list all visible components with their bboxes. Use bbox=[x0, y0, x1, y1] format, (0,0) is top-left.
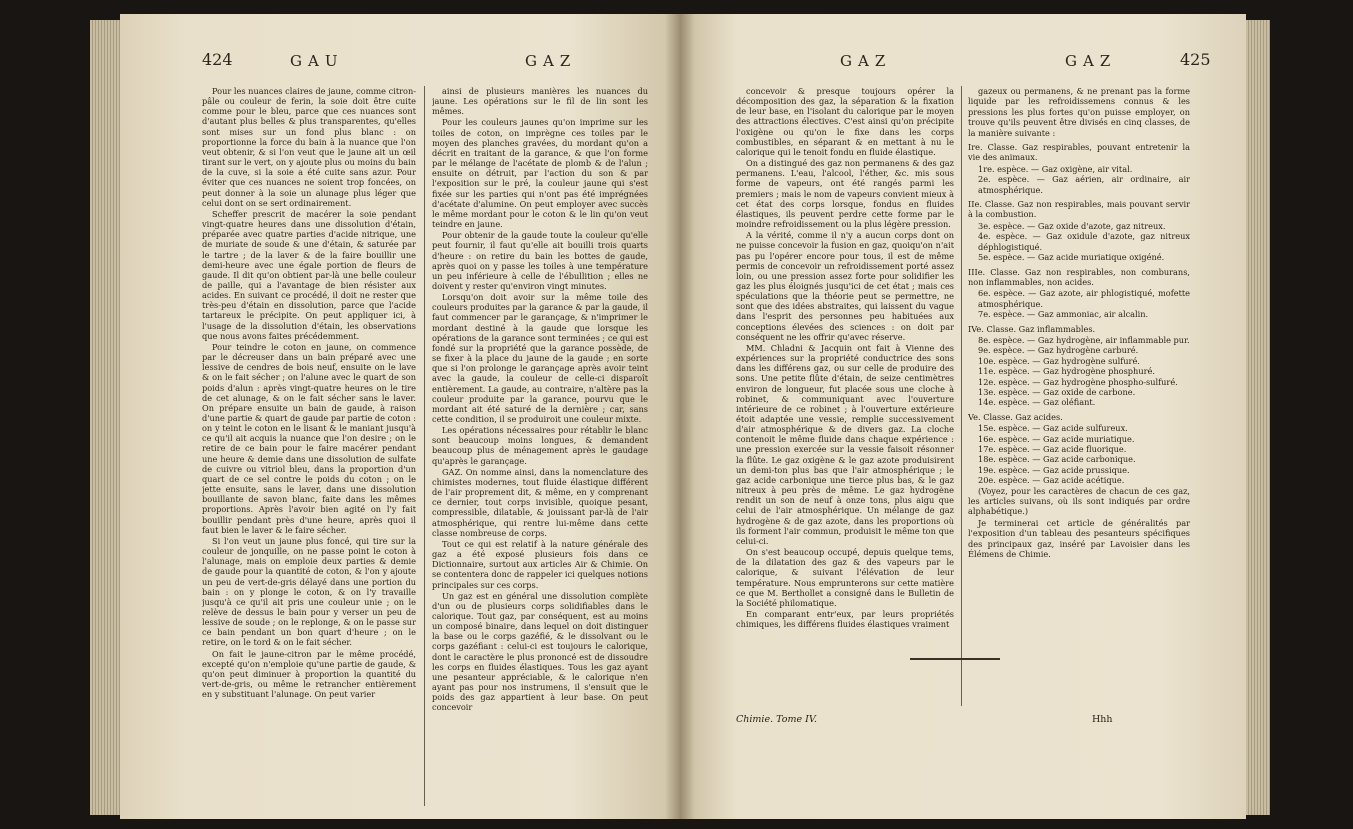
left-page bbox=[120, 14, 680, 819]
end-rule bbox=[910, 658, 1000, 660]
species-item: 7e. espèce. — Gaz ammoniac, air alcalin. bbox=[978, 309, 1149, 320]
paragraph: Si l'on veut un jaune plus foncé, qui tire sur la couleur de jonquille, on ne passe point le coton à l'alunage, mais on emploie deux parties & demie de gaude pour la quantité de coton, & l'on y ajoute un peu de vert-de-gris délayé dans une portion du bain : on y plonge le coton, & on l'y travaille jusqu'à ce qu'il ait pris une couleur unie ; on le relève de dessus le bain pour y verser un peu de lessive de soude ; on le replonge, & on le passe sur ce bain pendant un bon quart d'heure ; on le retire, on le tord & on le fait sécher. bbox=[202, 535, 416, 648]
paragraph: GAZ. On nomme ainsi, dans la nomenclature des chimistes modernes, tout fluide élastique différent de l'air proprement dit, & même, en y comprenant ce dernier, tout corps invisible, quoique pesant, compressible, dilatable, & jouissant par-là de l'air atmosphérique, qui rentre lui-même dans cette classe nombreuse de corps. bbox=[432, 466, 648, 538]
species-item: 2e. espèce. — Gaz aérien, air ordinaire, air atmosphérique. bbox=[978, 174, 1190, 195]
species-item: 12e. espèce. — Gaz hydrogène phospho-sulfuré. bbox=[978, 376, 1178, 387]
class-heading: IIe. Classe. Gaz non respirables, mais pouvant servir à la combustion. bbox=[968, 199, 1190, 220]
paragraph: On s'est beaucoup occupé, depuis quelque tems, de la dilatation des gaz & des vapeurs par le calorique, & suivant l'élévation de leur température. Nous emprunterons sur cette matière ce que M. Berthollet a consigné dans le Bulletin de la Société philomatique. bbox=[736, 547, 954, 608]
paragraph: Pour les couleurs jaunes qu'on imprime sur les toiles de coton, on imprègne ces toiles par le moyen des planches gravées, du mordant qu'on a décrit en traitant de la garance, & que l'on forme par le mélange de l'acétate de plomb & de l'alun ; ensuite on détruit, par l'action du son & par l'exposition sur le pré, la couleur jaune qui s'est fixée sur les parties qui n'ont pas été imprégnées d'acétate d'alumine. On peut employer avec succès le même mordant pour le coton & le lin qu'on veut teindre en jaune. bbox=[432, 117, 648, 230]
species-item: 15e. espèce. — Gaz acide sulfureux. bbox=[978, 423, 1128, 434]
footer-signature-left: Chimie. Tome IV. bbox=[736, 714, 818, 725]
running-head-right: GAZ bbox=[1065, 52, 1117, 70]
species-item: 1re. espèce. — Gaz oxigène, air vital. bbox=[978, 163, 1133, 174]
paragraph: gazeux ou permanens, & ne prenant pas la forme liquide par les refroidissemens connus & les pressions les plus fortes qu'on puisse employer, on trouve qu'ils peuvent être divisés en cinq classes, de la manière suivante : bbox=[968, 86, 1190, 138]
page-edges-left bbox=[90, 20, 120, 815]
page-number-right: 425 bbox=[1180, 50, 1211, 69]
species-item: 8e. espèce. — Gaz hydrogène, air inflammable pur. bbox=[978, 334, 1190, 345]
paragraph: Tout ce qui est relatif à la nature générale des gaz a été exposé plusieurs fois dans ce Dictionnaire, surtout aux articles Air & Chimie. On se contentera donc de rappeler ici quelques notions principales sur ces corps. bbox=[432, 538, 648, 590]
running-head-left: GAZ bbox=[840, 52, 892, 70]
right-column-1 bbox=[736, 86, 954, 811]
class-heading: IIIe. Classe. Gaz non respirables, non comburans, non inflammables, non acides. bbox=[968, 266, 1190, 287]
species-item: 18e. espèce. — Gaz acide carbonique. bbox=[978, 454, 1136, 465]
species-item: 13e. espèce. — Gaz oxide de carbone. bbox=[978, 386, 1136, 397]
species-item: 17e. espèce. — Gaz acide fluorique. bbox=[978, 444, 1127, 454]
left-column-1 bbox=[202, 86, 416, 811]
species-item: 4e. espèce. — Gaz oxidule d'azote, gaz nitreux déphlogistiqué. bbox=[978, 231, 1190, 252]
gas-classification bbox=[968, 142, 1190, 486]
running-head-left: GAU bbox=[290, 52, 344, 70]
paragraph: ainsi de plusieurs manières les nuances du jaune. Les opérations sur le fil de lin sont les mêmes. bbox=[432, 86, 648, 117]
right-page bbox=[680, 14, 1246, 819]
paragraph: Pour les nuances claires de jaune, comme citron-pâle ou couleur de ferin, la soie doit être cuite comme pour le bleu, parce que ces nuances sont d'autant plus belles & plus transparentes, qu'elles sont mises sur un fond plus blanc : on proportionne la force du bain à la nuance que l'on veut obtenir, & si l'on veut que le jaune ait un œil tirant sur le vert, on y ajoute plus ou moins du bain de la cuve, si la soie a été cuite sans azur. Pour éviter que ces nuances ne soient trop foncées, on peut donner à la soie un alunage plus léger que celui dont on se sert ordinairement. bbox=[202, 86, 416, 208]
class-heading: IVe. Classe. Gaz inflammables. bbox=[968, 323, 1096, 334]
left-column-2 bbox=[432, 86, 648, 811]
species-item: 3e. espèce. — Gaz oxide d'azote, gaz nitreux. bbox=[978, 220, 1166, 231]
paragraph: Pour teindre le coton en jaune, on commence par le décreuser dans un bain préparé avec une lessive de cendres de bois neuf, ensuite on le lave & on le fait sécher ; on l'alune avec le quart de son poids d'alun : après vingt-quatre heures on le tire de cet alunage, & on le fait sécher sans le laver. On prépare ensuite un bain de gaude, à raison d'une partie & quart de gaude par partie de coton : on y teint le coton en le lisant & le maniant jusqu'à ce qu'il ait acquis la nuance que l'on desire ; on le retire de ce bain pour le faire macérer pendant une heure & demie dans une dissolution de sulfate de cuivre ou vitriol bleu, dans la proportion d'un quart de ce sel contre le poids du coton ; on le jette ensuite, sans le laver, dans une dissolution bouillante de savon blanc, faite dans les mêmes proportions. Après l'avoir bien agité on l'y fait bouillir pendant près d'une heure, après quoi il faut bien le laver & le faire sécher. bbox=[202, 341, 416, 535]
page-number-left: 424 bbox=[202, 50, 233, 69]
column-rule bbox=[961, 86, 962, 706]
species-item: 20e. espèce. — Gaz acide acétique. bbox=[978, 475, 1125, 486]
class-heading: Ire. Classe. Gaz respirables, pouvant entretenir la vie des animaux. bbox=[968, 142, 1190, 163]
paragraph: Scheffer prescrit de macérer la soie pendant vingt-quatre heures dans une dissolution d'étain, préparée avec quatre parties d'acide nitrique, une de muriate de soude & une d'étain, & saturée par le tartre ; de la laver & de la faire bouillir une demi-heure avec une égale portion de fleurs de gaude. Il dit qu'on obtient par-là une belle couleur de paille, qui a l'avantage de bien résister aux acides. En suivant ce procédé, il doit ne rester que très-peu d'étain en dissolution, parce que l'acide tartareux le précipite. On peut appliquer ici, à l'usage de la dissolution d'étain, les observations que nous avons faites précédemment. bbox=[202, 208, 416, 341]
paragraph: Je terminerai cet article de généralités par l'exposition d'un tableau des pesanteurs spécifiques des principaux gaz, inséré par Lavoisier dans les Élémens de Chimie. bbox=[968, 517, 1190, 560]
species-item: 19e. espèce. — Gaz acide prussique. bbox=[978, 464, 1130, 475]
species-item: 16e. espèce. — Gaz acide muriatique. bbox=[978, 433, 1135, 444]
paragraph: (Voyez, pour les caractères de chacun de ces gaz, les articles suivans, où ils sont indiqués par ordre alphabétique.) bbox=[968, 485, 1190, 517]
paragraph: Un gaz est en général une dissolution complète d'un ou de plusieurs corps solidifiables dans le calorique. Tout gaz, par conséquent, est au moins un composé binaire, dans lequel on doit distinguer la base ou le corps gazéfié, & le dissolvant ou le corps gazéfiant : celui-ci est toujours le calorique, dont le caractère le plus prononcé est de dissoudre les corps en fluides élastiques. Tous les gaz ayant une pesanteur appréciable, & le calorique n'en ayant pas pour nos instrumens, il s'ensuit que le poids des gaz appartient à leur base. On peut concevoir bbox=[432, 590, 648, 713]
species-item: 14e. espèce. — Gaz oléfiant. bbox=[978, 397, 1096, 408]
column-rule bbox=[424, 86, 425, 806]
paragraph: Les opérations nécessaires pour rétablir le blanc sont beaucoup moins longues, & demandent beaucoup plus de ménagement après le gaudage qu'après le garançage. bbox=[432, 425, 648, 466]
book-gutter bbox=[665, 14, 695, 819]
paragraph: Lorsqu'on doit avoir sur la même toile des couleurs produites par la garance & par la gaude, il faut commencer par le garançage, & n'imprimer le mordant destiné à la gaude que lorsque les opérations de la garance sont terminées ; ce qui est fondé sur la propriété que la garance possède, de se fixer à la place du jaune de la gaude ; en sorte que si l'on prolonge le garançage après avoir teint avec la gaude, la couleur de celle-ci disparoît entièrement. La gaude, au contraire, n'altère pas la couleur produite par la garance, pourvu que le mordant ait été saturé de la dernière ; car, sans cette condition, il se produiroit une couleur mixte. bbox=[432, 292, 648, 424]
species-item: 11e. espèce. — Gaz hydrogène phosphuré. bbox=[978, 366, 1155, 377]
class-heading: Ve. Classe. Gaz acides. bbox=[968, 411, 1063, 422]
paragraph: concevoir & presque toujours opérer la décomposition des gaz, la séparation & la fixation de leur base, en l'isolant du calorique par le moyen des attractions électives. C'est ainsi qu'on précipite l'oxigène ou qu'on le fixe dans les corps combustibles, en séparant & en mettant à nu le calorique qui le tenoit fondu en fluide élastique. bbox=[736, 86, 954, 157]
page-edges-right bbox=[1246, 20, 1270, 815]
paragraph: On fait le jaune-citron par le même procédé, excepté qu'on n'emploie qu'une partie de gaude, & qu'on peut diminuer à proportion la quantité du vert-de-gris, ou même le retrancher entièrement en y substituant l'alunage. On peut varier bbox=[202, 648, 416, 700]
species-item: 5e. espèce. — Gaz acide muriatique oxigéné. bbox=[978, 252, 1165, 263]
species-item: 6e. espèce. — Gaz azote, air phlogistiqué, mofette atmosphérique. bbox=[978, 288, 1190, 309]
paragraph: MM. Chladni & Jacquin ont fait à Vienne des expériences sur la propriété conductrice des sons dans les différens gaz, ou sur celle de produire des sons. Une petite flûte d'étain, de seize centimètres environ de longueur, fut placée sous une cloche à robinet, & communiquant avec l'ouverture intérieure de ce robinet ; à l'ouverture extérieure étoit adaptée une vessie, remplie successivement d'air atmosphérique & de divers gaz. La cloche contenoit le même fluide dans chaque expérience : une pression exercée sur la vessie faisoit résonner la flûte. Le gaz oxigène & le gaz azote produisirent un demi-ton plus bas que l'air atmosphérique ; le gaz acide carbonique une tierce plus bas, & le gaz nitreux à peu près de même. Le gaz hydrogène rendit un son de neuf à onze tons, plus aigu que celui de l'air atmosphérique. Un mélange de gaz hydrogène & de gaz azote, dans les proportions où ils forment l'air commun, produisit le même ton que celui-ci. bbox=[736, 342, 954, 546]
paragraph: En comparant entr'eux, par leurs propriétés chimiques, les différens fluides élastiques vraiment bbox=[736, 608, 954, 630]
paragraph: Pour obtenir de la gaude toute la couleur qu'elle peut fournir, il faut qu'elle ait bouilli trois quarts d'heure : on retire du bain les bottes de gaude, après quoi on y passe les toiles à une température un peu inférieure à celle de l'ébullition ; elles ne doivent y rester qu'environ vingt minutes. bbox=[432, 230, 648, 291]
paragraph: On a distingué des gaz non permanens & des gaz permanens. L'eau, l'alcool, l'éther, &c. mis sous forme de vapeurs, ont été rangés parmi les premiers ; mais le nom de vapeurs convient mieux à cet état des corps lorsque, fondus en fluides élastiques, ils peuvent perdre cette forme par le moindre refroidissement ou la plus légère pression. bbox=[736, 158, 954, 230]
paragraph: A la vérité, comme il n'y a aucun corps dont on ne puisse concevoir la fusion en gaz, quoiqu'on n'ait pas pu l'opérer encore pour tous, il est de même permis de concevoir un refroidissement porté assez loin, ou une pression assez forte pour solidifier les gaz les plus éloignés jusqu'ici de cet état ; mais ces spéculations que la théorie peut se permettre, ne sont que des idées abstraites, qui laissent du vague dans l'esprit des personnes peu habituées aux conceptions élevées des sciences : on doit par conséquent ne les offrir qu'avec réserve. bbox=[736, 230, 954, 342]
footer-signature-right: Hhh bbox=[1092, 714, 1113, 725]
right-column-2 bbox=[968, 86, 1190, 686]
running-head-right: GAZ bbox=[525, 52, 577, 70]
species-item: 10e. espèce. — Gaz hydrogène sulfuré. bbox=[978, 355, 1140, 366]
species-item: 9e. espèce. — Gaz hydrogène carburé. bbox=[978, 345, 1139, 356]
